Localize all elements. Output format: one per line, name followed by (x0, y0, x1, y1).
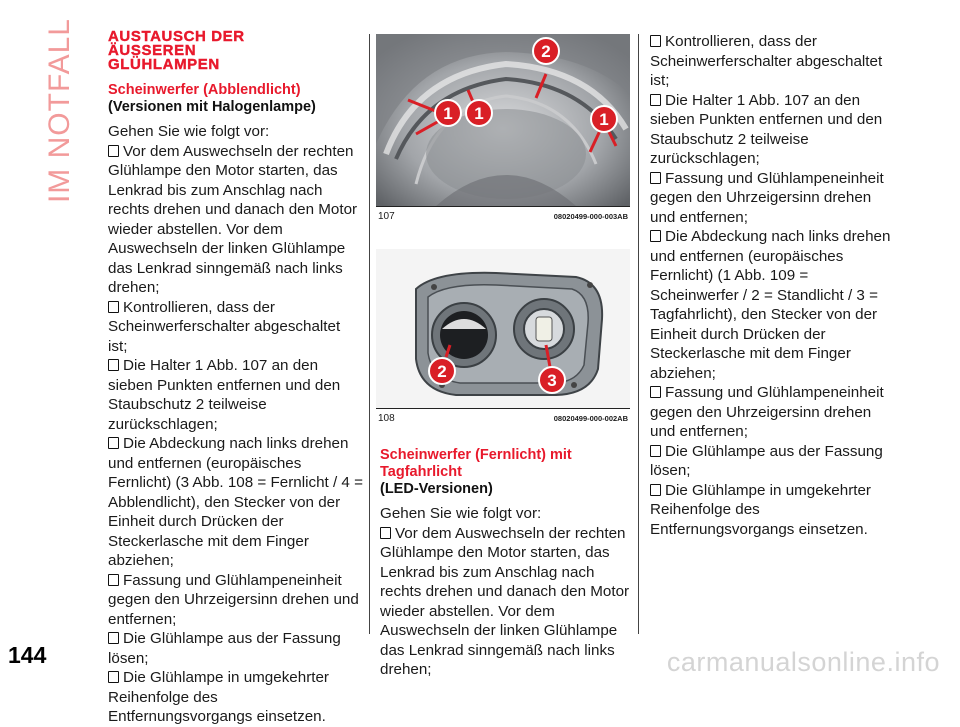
checkbox-bullet-icon (108, 632, 119, 644)
step-item (108, 571, 363, 630)
checkbox-bullet-icon (380, 527, 391, 539)
section-title-line: ÄUSSEREN (108, 42, 197, 59)
step-item (650, 481, 900, 540)
column-2 (380, 447, 630, 680)
step-item (108, 298, 363, 357)
subsection-title: Scheinwerfer (Abblendlicht) (108, 82, 301, 98)
step-text: Die Halter 1 Abb. 107 an den sieben Punkten entfernen und den Staubschutz 2 teilweise zurückschlagen; (108, 357, 341, 433)
callout-marker (539, 367, 565, 393)
subsection-subtitle: (LED-Versionen) (380, 481, 493, 497)
checkbox-bullet-icon (650, 230, 661, 242)
callout-number: 1 (599, 110, 609, 129)
step-item (650, 442, 900, 481)
figure-code: 08020499-000-002AB (553, 413, 628, 423)
callout-marker (429, 358, 455, 384)
checkbox-bullet-icon (108, 301, 119, 313)
callout-marker (533, 38, 559, 64)
step-item (650, 91, 900, 169)
step-text: Vor dem Auswechseln der rechten Glühlampe den Motor starten, das Lenkrad bis zum Anschlag nach rechts drehen und danach den Motor wieder abstellen. Vor dem Auswechseln der linken Glühlampe das Lenkrad sinngemäß nach links drehen; (108, 142, 358, 296)
watermark: carmanualsonline.info (666, 647, 940, 677)
section-title-line: GLÜHLAMPEN (108, 56, 220, 73)
section-side-tab-label: IM NOTFALL (43, 18, 76, 204)
section-title-line: AUSTAUSCH DER (108, 28, 245, 45)
step-item (650, 169, 900, 228)
step-text: Kontrollieren, dass der Scheinwerferschalter abgeschaltet ist; (650, 33, 883, 89)
figure-108-image (376, 249, 630, 408)
checkbox-bullet-icon (108, 437, 119, 449)
step-text: Die Glühlampe aus der Fassung lösen; (650, 442, 883, 479)
step-item (650, 32, 900, 91)
step-text: Fassung und Glühlampeneinheit gegen den Uhrzeigersinn drehen und entfernen; (108, 571, 359, 628)
step-text: Fassung und Glühlampeneinheit gegen den Uhrzeigersinn drehen und entfernen; (650, 169, 884, 226)
section-title (108, 30, 363, 72)
checkbox-bullet-icon (650, 94, 661, 106)
step-text: Kontrollieren, dass der Scheinwerferschalter abgeschaltet ist; (108, 298, 341, 355)
step-text: Die Halter 1 Abb. 107 an den sieben Punkten entfernen und den Staubschutz 2 teilweise zurückschlagen; (650, 91, 883, 167)
figure-code: 08020499-000-003AB (553, 211, 628, 221)
checkbox-bullet-icon (108, 671, 119, 683)
callout-number: 1 (443, 104, 453, 123)
callout-number: 3 (547, 371, 557, 390)
step-item (108, 434, 363, 571)
step-text: Die Abdeckung nach links drehen und entfernen (europäisches Fernlicht) (3 Abb. 108 = Fernlicht / 4 = Abblendlicht), den Stecker von der Einheit durch Drücken der Steckerlasche mit dem Finger abziehen; (108, 435, 363, 569)
figure-number: 108 (378, 412, 395, 424)
step-item (380, 524, 630, 680)
subsection-subtitle: (Versionen mit Halogenlampe) (108, 99, 316, 115)
step-item (108, 356, 363, 434)
step-text: Die Abdeckung nach links drehen und entfernen (europäisches Fernlicht) (1 Abb. 109 = Scheinwerfer / 2 = Standlicht / 3 = Tagfahrlicht), den Stecker von der Einheit durch Drücken der Steckerlasche mit dem Finger abziehen; (650, 228, 891, 382)
headlamp-rear-illustration (376, 249, 630, 408)
step-text: Die Glühlampe aus der Fassung lösen; (108, 630, 341, 667)
checkbox-bullet-icon (650, 386, 661, 398)
callout-number: 2 (541, 42, 551, 61)
figure-108 (376, 249, 630, 431)
callout-number: 2 (437, 362, 447, 381)
checkbox-bullet-icon (108, 359, 119, 371)
figure-caption (376, 206, 630, 225)
step-item (650, 227, 900, 383)
checkbox-bullet-icon (650, 35, 661, 47)
step-text: Vor dem Auswechseln der rechten Glühlampe den Motor starten, das Lenkrad bis zum Anschlag nach rechts drehen und danach den Motor wieder abstellen. Vor dem Auswechseln der linken Glühlampe das Lenkrad sinngemäß nach links drehen; (380, 524, 630, 678)
intro-text: Gehen Sie wie folgt vor: (380, 505, 542, 522)
figure-caption (376, 408, 630, 427)
step-item (108, 629, 363, 668)
step-item (108, 142, 363, 298)
checkbox-bullet-icon (108, 574, 119, 586)
figure-107 (376, 34, 630, 229)
checkbox-bullet-icon (650, 445, 661, 457)
step-item (650, 383, 900, 442)
section-side-tab (40, 18, 80, 258)
column-3 (650, 32, 900, 539)
step-item (108, 668, 363, 727)
checkbox-bullet-icon (650, 484, 661, 496)
column-divider-2 (638, 34, 639, 634)
step-text: Die Glühlampe in umgekehrter Reihenfolge des Entfernungsvorgangs einsetzen. (108, 669, 329, 725)
checkbox-bullet-icon (108, 145, 119, 157)
subsection-title: Scheinwerfer (Fernlicht) mit Tagfahrlicht (380, 447, 572, 480)
headlamp-dust-cover-illustration (376, 34, 630, 206)
callout-marker (466, 100, 492, 126)
figure-107-image (376, 34, 630, 206)
step-list (108, 142, 363, 727)
page-number: 144 (8, 642, 47, 668)
checkbox-bullet-icon (650, 172, 661, 184)
step-text: Die Glühlampe in umgekehrter Reihenfolge des Entfernungsvorgangs einsetzen. (650, 481, 871, 538)
figure-number: 107 (378, 210, 395, 222)
callout-number: 1 (474, 104, 484, 123)
callout-marker (591, 106, 617, 132)
intro-text: Gehen Sie wie folgt vor: (108, 123, 270, 140)
step-text: Fassung und Glühlampeneinheit gegen den Uhrzeigersinn drehen und entfernen; (650, 384, 884, 440)
callout-marker (435, 100, 461, 126)
column-1 (108, 30, 363, 727)
column-divider-1 (369, 34, 370, 634)
